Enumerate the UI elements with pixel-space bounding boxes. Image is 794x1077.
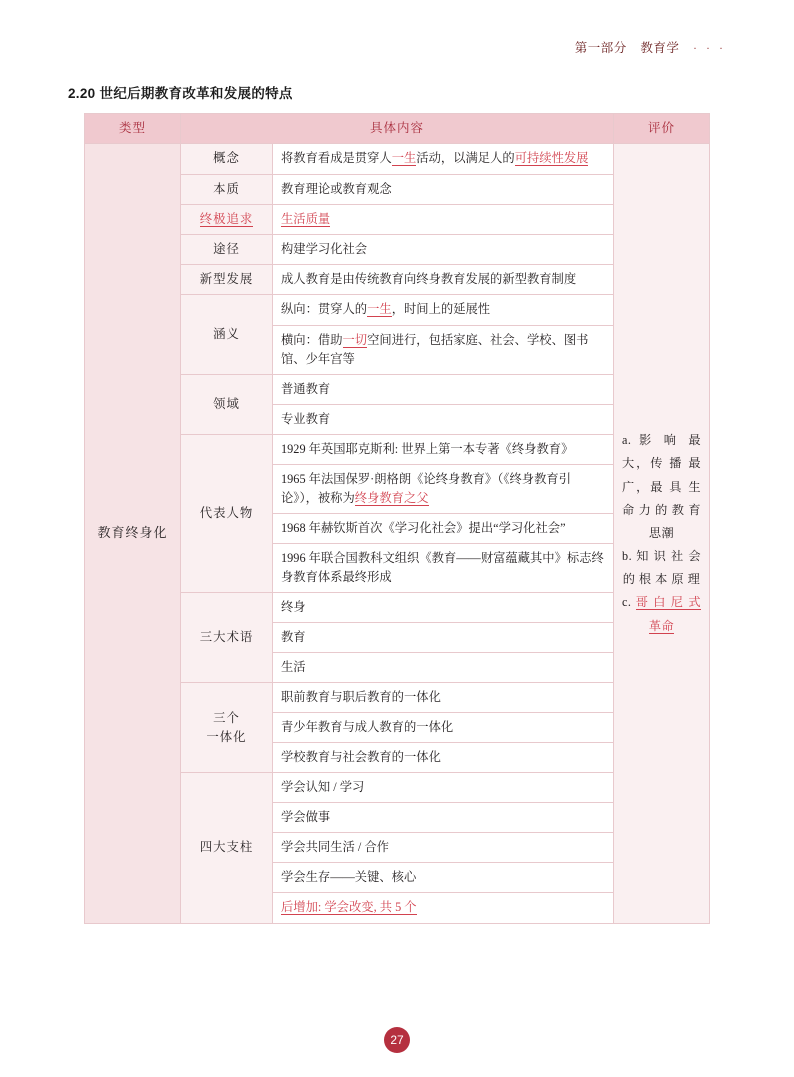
detail-text: 活动，以满足人的 xyxy=(416,151,515,166)
evaluation-item-text: a. 影 响 最 大，传 播 最 广，最 具 生 命 力 的 教 育 思潮 xyxy=(622,433,702,540)
table-row xyxy=(85,144,710,174)
row-subcategory-label: 涵义 xyxy=(181,295,273,374)
detail-text: 1929 年英国耶克斯利: 世界上第一本专著《终身教育》 xyxy=(281,441,574,456)
annotation-underline: 后增加: 学会改变, 共 5 个 xyxy=(281,900,417,915)
row-type-label: 教育终身化 xyxy=(85,144,181,923)
row-detail-content xyxy=(273,204,614,234)
evaluation-notes xyxy=(614,144,710,923)
row-detail-content xyxy=(273,833,614,863)
row-subcategory-label: 代表人物 xyxy=(181,434,273,592)
row-detail-content xyxy=(273,743,614,773)
row-detail-content xyxy=(273,683,614,713)
detail-text: 生活 xyxy=(281,660,306,675)
detail-text: 构建学习化社会 xyxy=(281,242,368,257)
row-detail-content xyxy=(273,803,614,833)
header-dots: · · · xyxy=(693,41,726,55)
detail-text: 1968 年赫钦斯首次《学习化社会》提出“学习化社会” xyxy=(281,520,566,535)
header-part-label: 第一部分 xyxy=(574,41,627,55)
row-detail-content xyxy=(273,713,614,743)
row-detail-content xyxy=(273,623,614,653)
detail-text: 1965 年法国保罗·朗格朗《论终身教育》（《终身教育引论》），被称为 xyxy=(281,471,571,505)
annotation-underline: 一生 xyxy=(367,302,392,317)
row-subcategory-label: 领域 xyxy=(181,374,273,434)
row-detail-content xyxy=(273,863,614,893)
detail-text: 学会做事 xyxy=(281,810,331,825)
row-detail-content xyxy=(273,653,614,683)
content-table-wrapper xyxy=(84,113,709,924)
detail-text: 将教育看成是贯穿人 xyxy=(281,151,392,166)
detail-text: 1996 年联合国教科文组织《教育——财富蕴藏其中》标志终身教育体系最终形成 xyxy=(281,550,604,584)
detail-text: 职前教育与职后教育的一体化 xyxy=(281,690,441,705)
annotation-underline: 可持续性发展 xyxy=(514,151,589,166)
evaluation-item xyxy=(622,429,701,545)
annotation-underline: 终极追求 xyxy=(199,211,254,226)
row-detail-content xyxy=(273,893,614,923)
detail-text: 空间进行，包括家庭、社会、学校、图书馆、少年宫等 xyxy=(281,332,589,366)
row-detail-content xyxy=(273,464,614,513)
page-title: 2.20 世纪后期教育改革和发展的特点 xyxy=(68,86,293,101)
evaluation-item xyxy=(622,591,701,637)
detail-text: 青少年教育与成人教育的一体化 xyxy=(281,720,454,735)
evaluation-item-text: b. 知 识 社 会 的 根 本 原 理 xyxy=(622,549,702,587)
row-detail-content xyxy=(273,374,614,404)
detail-text: 横向：借助 xyxy=(281,332,343,347)
table-body xyxy=(85,144,710,923)
row-subcategory-label: 三个 一体化 xyxy=(181,683,273,773)
detail-text: 学会共同生活 / 合作 xyxy=(281,840,389,855)
page-number-badge: 27 xyxy=(384,1027,410,1053)
table-header-row xyxy=(85,114,710,144)
row-subcategory-label: 新型发展 xyxy=(181,265,273,295)
row-subcategory-label: 途径 xyxy=(181,235,273,265)
row-detail-content xyxy=(273,235,614,265)
detail-text: 教育理论或教育观念 xyxy=(281,181,392,196)
row-subcategory-label: 概念 xyxy=(181,144,273,174)
row-detail-content xyxy=(273,265,614,295)
annotation-underline: 一切 xyxy=(342,332,368,347)
row-detail-content xyxy=(273,174,614,204)
running-header xyxy=(575,38,726,56)
row-detail-content xyxy=(273,404,614,434)
detail-text: 终身 xyxy=(281,599,306,614)
row-subcategory-label xyxy=(181,204,273,234)
row-detail-content xyxy=(273,295,614,325)
detail-text: 成人教育是由传统教育向终身教育发展的新型教育制度 xyxy=(281,272,577,287)
annotation-underline: 终身教育之父 xyxy=(354,490,429,505)
row-detail-content xyxy=(273,543,614,592)
evaluation-item xyxy=(622,545,701,591)
annotation-underline: 生活质量 xyxy=(281,211,331,226)
detail-text: 专业教育 xyxy=(281,411,331,426)
detail-text: 普通教育 xyxy=(281,381,331,396)
detail-text: 学会生存——关键、核心 xyxy=(281,870,417,885)
detail-text: 学会认知 / 学习 xyxy=(281,780,365,795)
column-header-evaluation: 评价 xyxy=(614,114,710,144)
evaluation-list xyxy=(622,429,701,638)
detail-text: 教育 xyxy=(281,630,306,645)
row-detail-content xyxy=(273,773,614,803)
content-table xyxy=(84,113,710,924)
row-detail-content xyxy=(273,592,614,622)
row-detail-content xyxy=(273,513,614,543)
annotation-underline: 一生 xyxy=(391,151,417,166)
annotation-underline: 哥 白 尼 式革命 xyxy=(635,595,702,633)
evaluation-item-text: c. xyxy=(622,595,636,610)
detail-text: ，时间上的延展性 xyxy=(391,302,491,317)
row-detail-content xyxy=(273,434,614,464)
row-detail-content xyxy=(273,325,614,374)
row-subcategory-label: 三大术语 xyxy=(181,592,273,682)
column-header-type: 类型 xyxy=(85,114,181,144)
column-header-detail: 具体内容 xyxy=(181,114,614,144)
row-detail-content xyxy=(273,144,614,174)
header-subject: 教育学 xyxy=(640,41,680,55)
row-subcategory-label: 四大支柱 xyxy=(181,773,273,923)
detail-text: 学校教育与社会教育的一体化 xyxy=(281,750,441,765)
detail-text: 纵向：贯穿人的 xyxy=(281,302,368,317)
row-subcategory-label: 本质 xyxy=(181,174,273,204)
